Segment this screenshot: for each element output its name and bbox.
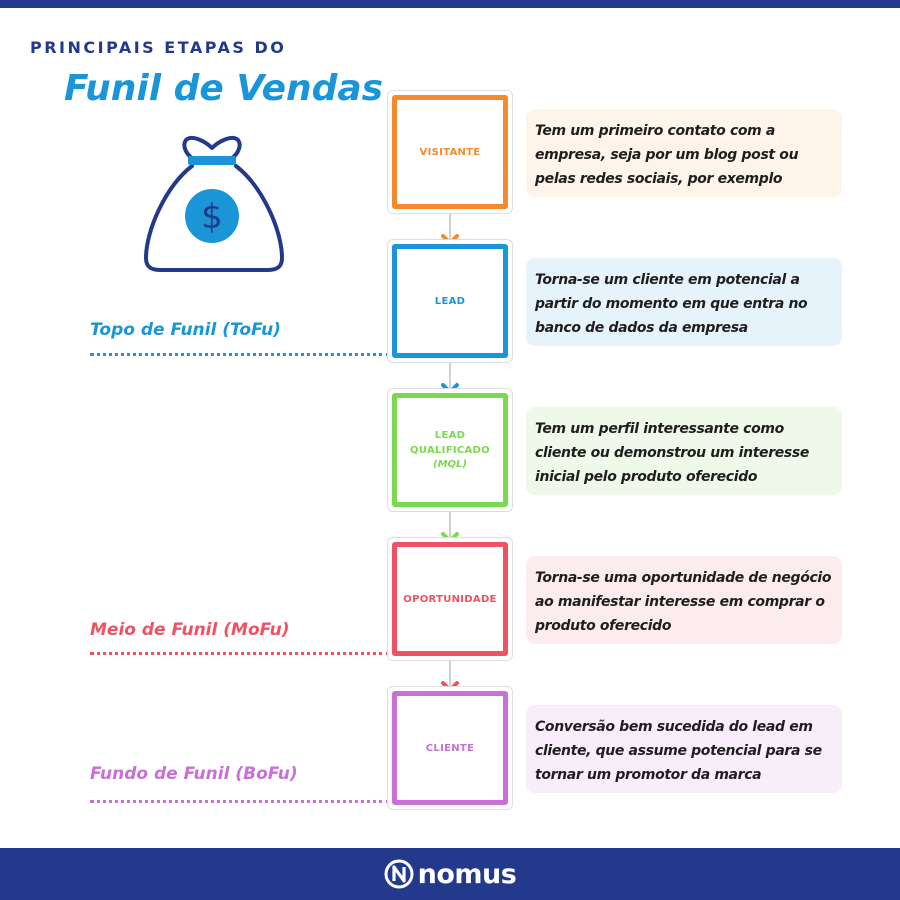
mofu-dotted-line bbox=[90, 652, 390, 655]
nomus-logo bbox=[384, 859, 517, 890]
bofu-dotted-line bbox=[90, 800, 390, 803]
stage-label-tofu: Topo de Funil (ToFu) bbox=[90, 320, 281, 340]
tofu-dotted-line bbox=[90, 353, 390, 356]
step-description-visitante: Tem um primeiro contato com a empresa, seja por um blog post ou pelas redes sociais, por exemplo bbox=[526, 109, 842, 197]
step-box-visitante bbox=[392, 95, 508, 209]
step-title: LEAD bbox=[434, 295, 466, 307]
top-bar bbox=[0, 0, 900, 8]
step-box-oportunidade bbox=[392, 542, 508, 656]
page-subtitle: PRINCIPAIS ETAPAS DO bbox=[30, 38, 287, 57]
step-description-lead: Torna-se um cliente em potencial a partir do momento em que entra no banco de dados da empresa bbox=[526, 258, 842, 346]
step-box-mql bbox=[392, 393, 508, 507]
step-title: CLIENTE bbox=[425, 742, 475, 754]
dollar-symbol: $ bbox=[201, 197, 223, 237]
step-description-oportunidade: Torna-se uma oportunidade de negócio ao manifestar interesse em comprar o produto oferecido bbox=[526, 556, 842, 644]
step-description-mql: Tem um perfil interessante como cliente ou demonstrou um interesse inicial pelo produto oferecido bbox=[526, 407, 842, 495]
step-title: VISITANTE bbox=[419, 146, 481, 158]
step-box-lead bbox=[392, 244, 508, 358]
step-title: OPORTUNIDADE bbox=[403, 593, 497, 605]
footer-bar bbox=[0, 848, 900, 900]
stage-label-bofu: Fundo de Funil (BoFu) bbox=[90, 764, 298, 784]
step-subtitle: (MQL) bbox=[433, 459, 467, 470]
money-bag-icon bbox=[140, 132, 288, 278]
brand-name: nomus bbox=[417, 858, 517, 890]
step-description-cliente: Conversão bem sucedida do lead em cliente, que assume potencial para se tornar um promotor da marca bbox=[526, 705, 842, 793]
nomus-logo-icon bbox=[384, 859, 414, 889]
stage-label-mofu: Meio de Funil (MoFu) bbox=[90, 620, 290, 640]
page-title: Funil de Vendas bbox=[64, 68, 384, 109]
step-title: LEAD QUALIFICADO bbox=[410, 430, 490, 456]
step-box-cliente bbox=[392, 691, 508, 805]
